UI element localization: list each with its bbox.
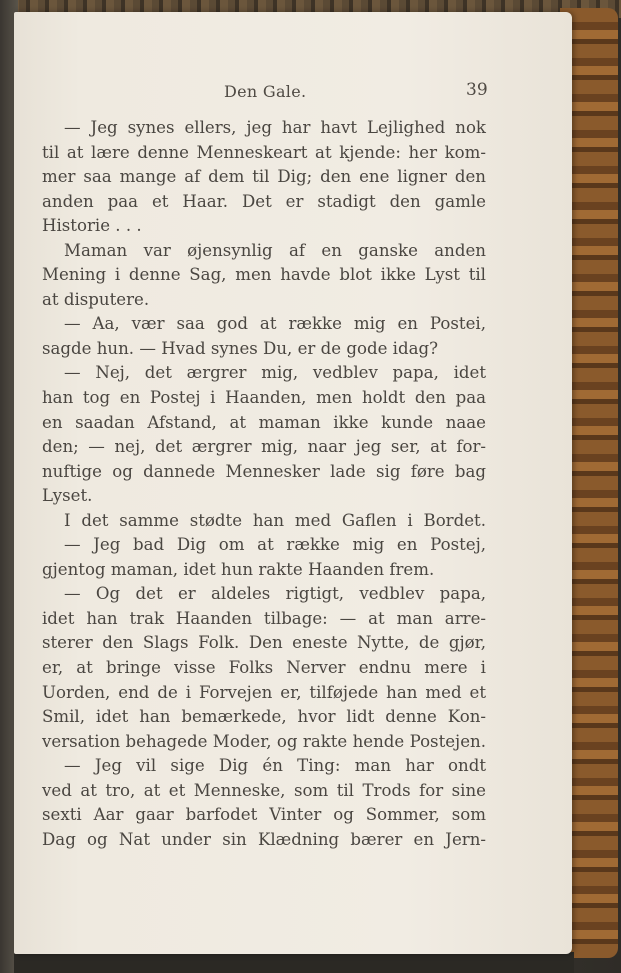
body-text <box>42 116 486 852</box>
text-line: — Og det er aldeles rigtigt, vedblev papa, <box>64 584 486 604</box>
text-line: en saadan Afstand, at maman ikke kunde naae <box>42 412 486 432</box>
text-line: — Jeg vil sige Dig én Ting: man har ondt <box>64 756 486 776</box>
text-line: anden paa et Haar. Det er stadigt den gamle <box>42 191 486 211</box>
text-line: Lyset. <box>42 486 93 506</box>
running-header <box>14 70 572 100</box>
text-line: — Aa, vær saa god at række mig en Postei, <box>64 314 486 334</box>
text-line: — Jeg synes ellers, jeg har havt Lejlighed nok <box>64 118 486 137</box>
text-line: sagde hun. — Hvad synes Du, er de gode idag? <box>42 338 439 358</box>
text-line: mer saa mange af dem til Dig; den ene ligner den <box>42 167 486 187</box>
text-line: versation behagede Moder, og rakte hende Postejen. <box>42 731 486 751</box>
text-line: I det samme stødte han med Gaflen i Bordet. <box>64 510 486 530</box>
text-line: Historie . . . <box>42 216 142 236</box>
text-line: den; — nej, det ærgrer mig, naar jeg ser, at for- <box>42 437 486 457</box>
page-number: 39 <box>466 80 488 100</box>
text-line: nuftige og dannede Mennesker lade sig føre bag <box>42 461 486 481</box>
text-line: sterer den Slags Folk. Den eneste Nytte, de gjør, <box>42 633 486 653</box>
text-line: sexti Aar gaar barfodet Vinter og Sommer, som <box>42 805 486 825</box>
text-line: — Nej, det ærgrer mig, vedblev papa, idet <box>64 363 486 383</box>
text-line: Smil, idet han bemærkede, hvor lidt denne Kon- <box>42 707 486 727</box>
book-page <box>14 12 572 954</box>
text-line: idet han trak Haanden tilbage: — at man arre- <box>42 608 486 628</box>
text-line: at disputere. <box>42 289 150 309</box>
text-line: er, at bringe visse Folks Nerver endnu mere i <box>42 658 486 678</box>
text-line: Uorden, end de i Forvejen er, tilføjede han med et <box>42 682 486 702</box>
text-line: ved at tro, at et Menneske, som til Trods for sine <box>42 780 486 800</box>
page-bottom-shadow <box>14 952 574 973</box>
running-title: Den Gale. <box>224 82 307 101</box>
text-line: til at lære denne Menneskeart at kjende: her kom- <box>42 142 486 162</box>
text-line: han tog en Postej i Haanden, men holdt den paa <box>42 388 486 408</box>
text-line: Dag og Nat under sin Klædning bærer en Jern- <box>42 829 486 849</box>
text-line: gjentog maman, idet hun rakte Haanden frem. <box>42 559 435 579</box>
text-line: Maman var øjensynlig af en ganske anden <box>64 240 486 260</box>
text-line: — Jeg bad Dig om at række mig en Postej, <box>64 535 486 555</box>
text-line: Mening i denne Sag, men havde blot ikke Lyst til <box>42 265 486 285</box>
